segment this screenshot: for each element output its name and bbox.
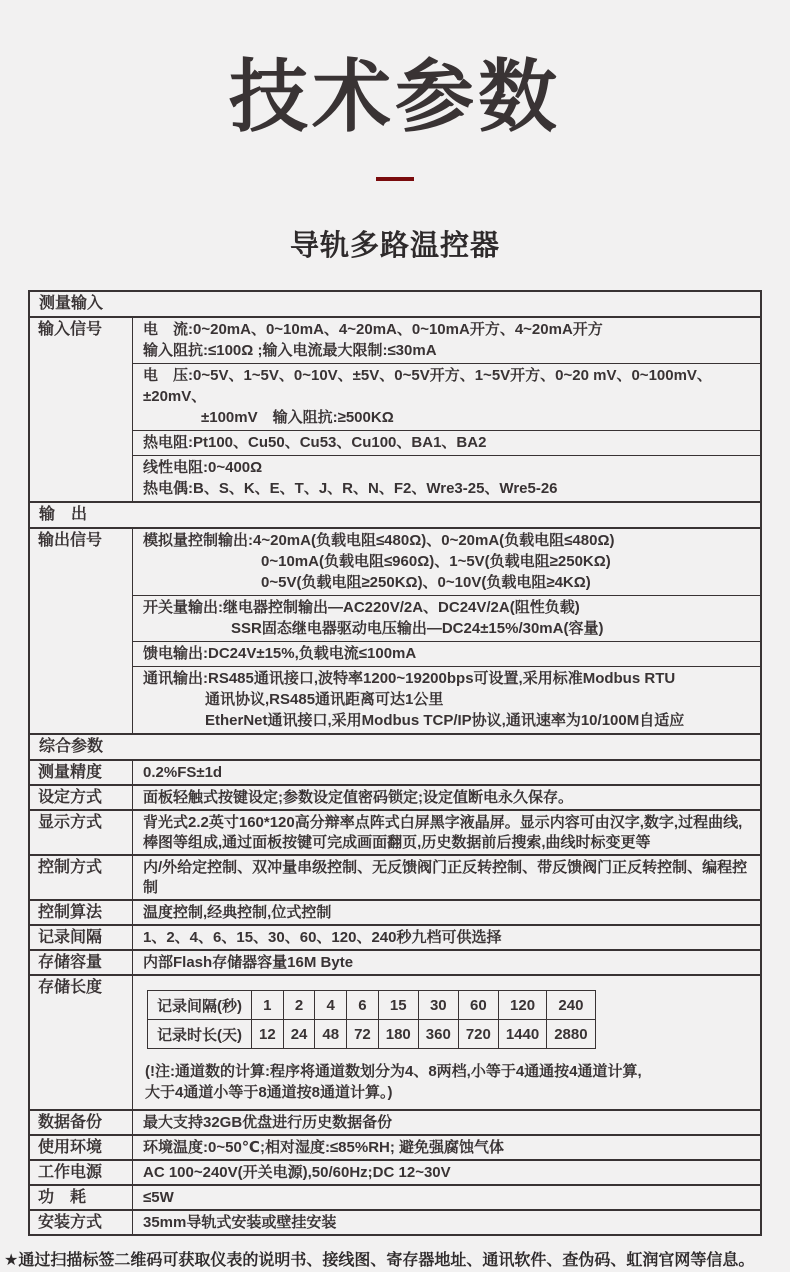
output-comm-line2: 通讯协议,RS485通讯距离可达1公里 [205, 691, 444, 709]
storage-interval-header: 记录间隔(秒) [148, 991, 252, 1020]
product-name: 导轨多路温控器 [289, 230, 500, 263]
interval-value: 6 [347, 991, 379, 1020]
output-signal-group [30, 527, 760, 733]
duration-value: 1440 [498, 1020, 546, 1049]
output-signal-content [133, 529, 760, 733]
interval-value: 1 [252, 991, 284, 1020]
qr-footnote: ★通过扫描标签二维码可获取仪表的说明书、接线图、寄存器地址、通讯软件、查伪码、虹润官网等信息。 [4, 1252, 755, 1270]
duration-value: 48 [315, 1020, 347, 1049]
section-header-measurement-input: 测量输入 [39, 295, 104, 313]
output-analog-line3: 0~5V(负载电阻≥250KΩ)、0~10V(负载电阻≥4KΩ) [261, 574, 591, 592]
input-current-line2: 输入阻抗:≤100Ω ;输入电流最大限制:≤30mA [143, 342, 437, 360]
row-label: 显示方式 [30, 811, 133, 854]
row-control-algorithm [30, 899, 760, 924]
interval-value: 15 [378, 991, 418, 1020]
input-thermocouple: 热电偶:B、S、K、E、T、J、R、N、F2、Wre3-25、Wre5-26 [143, 480, 558, 498]
input-signal-group [30, 316, 760, 501]
input-linear-resistance: 线性电阻:0~400Ω [143, 459, 263, 477]
input-signal-label: 输入信号 [30, 318, 133, 501]
storage-length-label: 存储长度 [30, 976, 133, 1109]
storage-note-line2: 大于4通道小等于8通道按8通道计算。) [145, 1084, 393, 1102]
row-value: 面板轻触式按键设定;参数设定值密码锁定;设定值断电永久保存。 [143, 789, 573, 807]
row-value: 0.2%FS±1d [143, 764, 223, 782]
storage-note-line1: (!注:通道数的计算:程序将通道数划分为4、8两档,小等于4通通按4通道计算, [145, 1063, 642, 1081]
row-label: 控制方式 [30, 856, 133, 899]
input-linear-tc-spec [133, 455, 760, 501]
row-storage-capacity [30, 949, 760, 974]
input-current-spec [133, 318, 760, 363]
row-value: ≤5W [143, 1189, 174, 1207]
storage-length-table [147, 990, 596, 1049]
output-comm-line1: 通讯输出:RS485通讯接口,波特率1200~19200bps可设置,采用标准Modbus RTU [143, 670, 676, 688]
row-label: 记录间隔 [30, 926, 133, 949]
row-label: 存储容量 [30, 951, 133, 974]
output-comm-spec [133, 666, 760, 733]
row-power-consumption [30, 1184, 760, 1209]
row-label: 安装方式 [30, 1211, 133, 1234]
row-value: 35mm导轨式安装或壁挂安装 [143, 1214, 337, 1232]
output-comm-line3: EtherNet通讯接口,采用Modbus TCP/IP协议,通讯速率为10/100M自适应 [205, 712, 685, 730]
interval-value: 4 [315, 991, 347, 1020]
input-voltage-spec [133, 363, 760, 430]
duration-value: 72 [347, 1020, 379, 1049]
storage-duration-row [148, 1020, 596, 1049]
row-power-supply [30, 1159, 760, 1184]
row-environment [30, 1134, 760, 1159]
row-value: 环境温度:0~50℃;相对湿度:≤85%RH; 避免强腐蚀气体 [143, 1139, 505, 1157]
row-value: AC 100~240V(开关电源),50/60Hz;DC 12~30V [143, 1164, 451, 1182]
output-switch-line1: 开关量输出:继电器控制输出—AC220V/2A、DC24V/2A(阻性负载) [143, 599, 580, 617]
section-header-output: 输 出 [30, 501, 760, 527]
row-value: 最大支持32GB优盘进行历史数据备份 [143, 1114, 393, 1132]
row-value: 内/外给定控制、双冲量串级控制、无反馈阀门正反转控制、带反馈阀门正反转控制、编程控制 [143, 859, 748, 897]
row-value: 1、2、4、6、15、30、60、120、240秒九档可供选择 [143, 929, 502, 947]
interval-value: 120 [498, 991, 546, 1020]
row-data-backup [30, 1109, 760, 1134]
row-value: 背光式2.2英寸160*120高分辩率点阵式白屏黑字液晶屏。显示内容可由汉字,数字,过程曲线,棒图等组成,通过面板按键可完成画面翻页,历史数据前后搜索,曲线时标变更等 [143, 814, 743, 852]
page-title: 技术参数 [229, 52, 561, 141]
row-value: 内部Flash存储器容量16M Byte [143, 954, 354, 972]
interval-value: 240 [547, 991, 595, 1020]
input-rtd-spec: 热电阻:Pt100、Cu50、Cu53、Cu100、BA1、BA2 [133, 430, 760, 455]
output-analog-spec [133, 529, 760, 595]
output-switch-line2: SSR固态继电器驱动电压输出—DC24±15%/30mA(容量) [231, 620, 604, 638]
input-voltage-line2: ±100mV 输入阻抗:≥500KΩ [201, 409, 394, 427]
title-divider [376, 177, 414, 181]
row-label: 设定方式 [30, 786, 133, 809]
interval-value: 2 [283, 991, 315, 1020]
duration-value: 2880 [547, 1020, 595, 1049]
duration-value: 12 [252, 1020, 284, 1049]
input-signal-content [133, 318, 760, 501]
output-signal-label: 输出信号 [30, 529, 133, 733]
row-label: 数据备份 [30, 1111, 133, 1134]
row-label: 工作电源 [30, 1161, 133, 1184]
output-feed-spec: 馈电输出:DC24V±15%,负载电流≤100mA [133, 641, 760, 666]
row-value: 温度控制,经典控制,位式控制 [143, 904, 332, 922]
row-control-mode [30, 854, 760, 899]
row-record-interval [30, 924, 760, 949]
row-storage-length [30, 974, 760, 1109]
row-measure-accuracy [30, 759, 760, 784]
interval-value: 30 [418, 991, 458, 1020]
storage-interval-row [148, 991, 596, 1020]
duration-value: 720 [458, 1020, 498, 1049]
section-header-general: 综合参数 [30, 733, 760, 759]
duration-value: 180 [378, 1020, 418, 1049]
storage-length-content [133, 976, 760, 1109]
row-label: 使用环境 [30, 1136, 133, 1159]
input-current-line1: 电 流:0~20mA、0~10mA、4~20mA、0~10mA开方、4~20mA开方 [143, 321, 603, 339]
row-label: 控制算法 [30, 901, 133, 924]
duration-value: 24 [283, 1020, 315, 1049]
row-installation [30, 1209, 760, 1234]
row-setting-method [30, 784, 760, 809]
spec-table [28, 290, 762, 1236]
output-analog-line1: 模拟量控制输出:4~20mA(负载电阻≤480Ω)、0~20mA(负载电阻≤480Ω) [143, 532, 615, 550]
interval-value: 60 [458, 991, 498, 1020]
output-analog-line2: 0~10mA(负载电阻≤960Ω)、1~5V(负载电阻≥250KΩ) [261, 553, 611, 571]
row-label: 功 耗 [30, 1186, 133, 1209]
input-voltage-line1: 电 压:0~5V、1~5V、0~10V、±5V、0~5V开方、1~5V开方、0~20 mV、0~100mV、±20mV、 [143, 367, 712, 406]
storage-length-note [145, 1061, 754, 1103]
output-switch-spec [133, 595, 760, 641]
row-display-method [30, 809, 760, 854]
row-label: 测量精度 [30, 761, 133, 784]
storage-duration-header: 记录时长(天) [148, 1020, 252, 1049]
duration-value: 360 [418, 1020, 458, 1049]
